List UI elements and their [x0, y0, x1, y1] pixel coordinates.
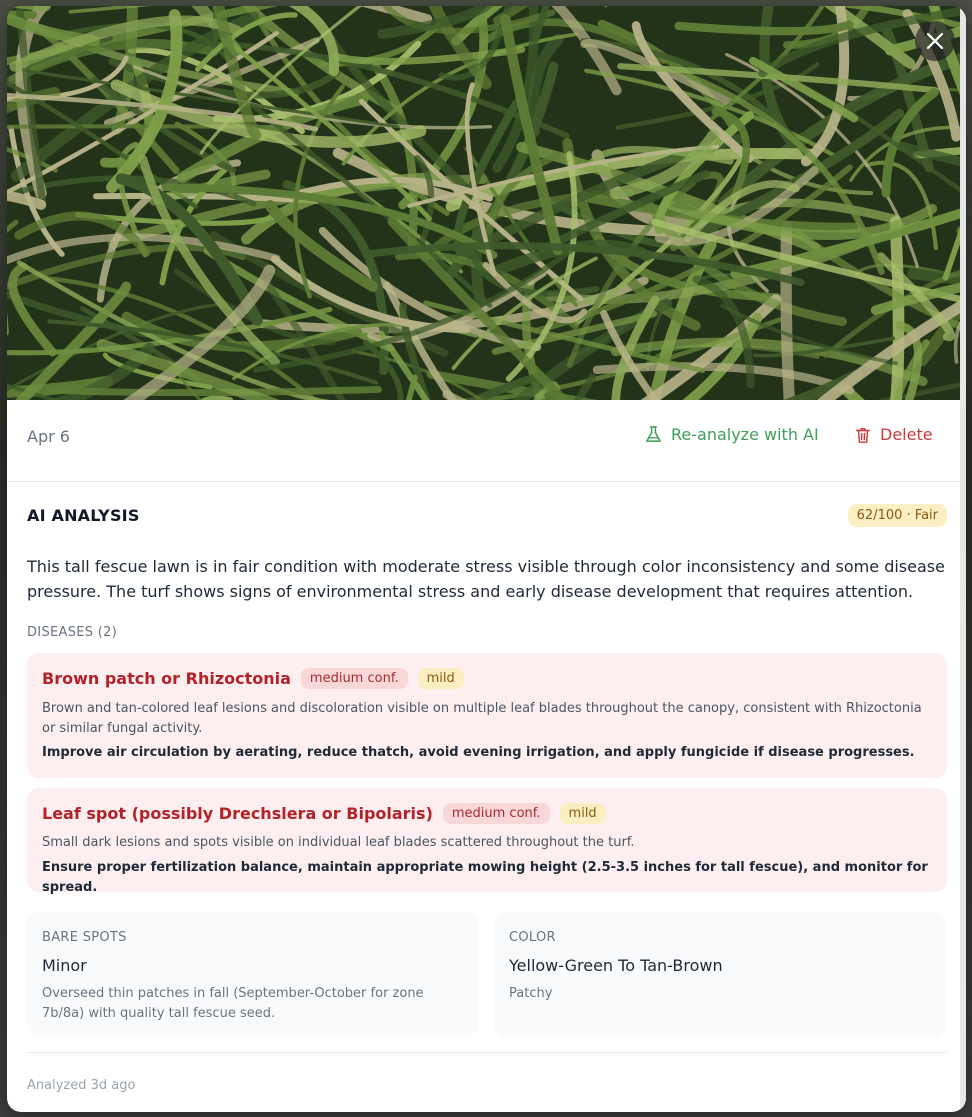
grass-blade [52, 389, 378, 392]
analysis-heading: AI ANALYSIS [27, 506, 140, 525]
color-detail: Patchy [509, 986, 553, 1001]
photo-detail-modal [7, 6, 966, 1112]
disease-recommendation: Improve air circulation by aerating, reduce thatch, avoid evening irrigation, and apply fungicide if disease progresses. [42, 745, 915, 760]
disease-description: Small dark lesions and spots visible on individual leaf blades scattered throughout the turf. [42, 835, 635, 850]
delete-label: Delete [880, 425, 933, 444]
bare-spots-detail: Overseed thin patches in fall (September-October for zone 7b/8a) with quality tall fescue seed. [42, 986, 424, 1021]
severity-badge: mild [560, 803, 606, 824]
bare-spots-value: Minor [42, 956, 87, 975]
color-value: Yellow-Green To Tan-Brown [509, 956, 723, 975]
photo-action-bar [7, 400, 960, 482]
severity-badge: mild [418, 668, 464, 689]
confidence-badge: medium conf. [443, 803, 550, 824]
confidence-badge: medium conf. [301, 668, 408, 689]
close-button[interactable] [915, 21, 955, 61]
analyzed-timestamp: Analyzed 3d ago [27, 1078, 136, 1093]
reanalyze-button[interactable] [644, 425, 819, 444]
disease-description: Brown and tan-colored leaf lesions and discoloration visible on multiple leaf blades throughout the canopy, consistent with Rhizoctonia or similar fungal activity. [42, 701, 922, 736]
disease-card [27, 653, 947, 778]
flask-icon [644, 425, 663, 444]
disease-name: Brown patch or Rhizoctonia [42, 669, 291, 688]
lawn-photo [7, 6, 960, 400]
photo-date: Apr 6 [27, 427, 70, 446]
reanalyze-label: Re-analyze with AI [671, 425, 819, 444]
scrollbar[interactable] [960, 6, 966, 1112]
bare-spots-label: BARE SPOTS [42, 930, 127, 945]
diseases-heading: DISEASES (2) [27, 625, 118, 640]
disease-recommendation: Ensure proper fertilization balance, maintain appropriate mowing height (2.5-3.5 inches for tall fescue), and monitor for spread. [42, 860, 928, 895]
trash-icon [854, 426, 872, 444]
close-icon [926, 32, 944, 50]
footer-divider [27, 1052, 947, 1053]
disease-card [27, 788, 947, 895]
disease-title-row [42, 668, 464, 689]
disease-name: Leaf spot (possibly Drechslera or Bipolaris) [42, 804, 433, 823]
color-label: COLOR [509, 930, 556, 945]
health-score-badge: 62/100 · Fair [848, 504, 947, 527]
bare-spots-card [27, 912, 479, 1036]
color-card [494, 912, 946, 1036]
delete-button[interactable] [854, 425, 933, 444]
grass-image [7, 6, 960, 400]
disease-title-row [42, 803, 606, 824]
analysis-summary: This tall fescue lawn is in fair condition with moderate stress visible through color inconsistency and some disease pressure. The turf shows signs of environmental stress and early disease development that requires attention. [27, 557, 945, 601]
analysis-header [27, 502, 947, 528]
